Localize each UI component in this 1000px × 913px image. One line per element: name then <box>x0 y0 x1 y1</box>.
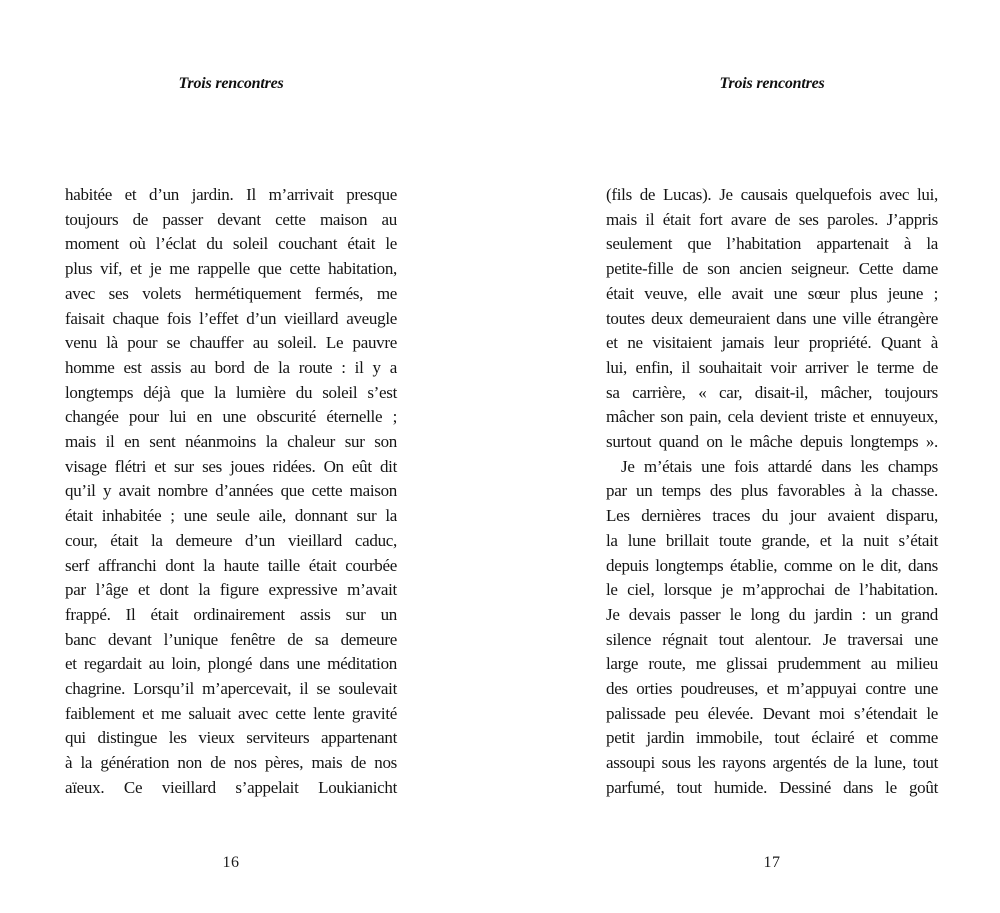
text-line: palissade peu élevée. Devant moi s’étendait le <box>606 703 938 723</box>
text-line: mais il en sent néanmoins la chaleur sur son <box>65 432 397 452</box>
text-line: banc devant l’unique fenêtre de sa demeure <box>65 629 397 649</box>
text-line: Je m’étais une fois attardé dans les champs <box>621 456 938 476</box>
text-line: large route, me glissai prudemment au milieu <box>606 654 938 674</box>
text-line: silence régnait tout alentour. Je traversai une <box>606 629 938 649</box>
text-line: des orties poudreuses, et m’appuyai contre une <box>606 679 938 699</box>
text-line: (fils de Lucas). Je causais quelquefois avec lui, <box>606 185 938 204</box>
page-left <box>65 0 397 913</box>
text-line: petit jardin immobile, tout éclairé et comme <box>606 728 938 748</box>
text-line: serf affranchi dont la haute taille était courbée <box>65 555 397 575</box>
page-body <box>65 183 397 801</box>
page-number: 17 <box>763 854 781 871</box>
text-line: Je devais passer le long du jardin : un grand <box>606 604 938 624</box>
text-line: venu là pour se chauffer au soleil. Le pauvre <box>65 333 397 353</box>
text-line: seulement que l’habitation appartenait à la <box>606 234 938 254</box>
text-line: depuis longtemps établie, comme on le dit, dans <box>606 555 938 575</box>
text-line: à la génération non de nos pères, mais de nos <box>65 753 397 773</box>
text-line: qu’il y avait nombre d’années que cette maison <box>65 481 397 501</box>
text-line: par un temps des plus favorables à la chasse. <box>606 481 938 501</box>
page-number: 16 <box>222 854 240 871</box>
text-line: chagrine. Lorsqu’il m’apercevait, il se soulevait <box>65 679 397 699</box>
text-line: cour, était la demeure d’un vieillard caduc, <box>65 530 397 550</box>
page-right <box>606 0 938 913</box>
text-line: longtemps déjà que la lumière du soleil s’est <box>65 382 397 402</box>
text-line: lui, enfin, il souhaitait voir arriver le terme de <box>606 357 938 377</box>
text-line: habitée et d’un jardin. Il m’arrivait presque <box>65 185 397 204</box>
text-line: sa carrière, « car, disait-il, mâcher, toujours <box>606 382 938 402</box>
text-line: assoupi sous les rayons argentés de la lune, tout <box>606 753 938 773</box>
text-line: qui distingue les vieux serviteurs appartenant <box>65 728 397 748</box>
text-line: faisait chaque fois l’effet d’un vieillard aveugle <box>65 308 397 328</box>
running-header: Trois rencontres <box>178 75 284 92</box>
text-line: Les dernières traces du jour avaient disparu, <box>606 506 938 526</box>
text-line: petite-fille de son ancien seigneur. Cette dame <box>606 259 938 279</box>
text-line: frappé. Il était ordinairement assis sur un <box>65 604 397 624</box>
text-line: toutes deux demeuraient dans une ville étrangère <box>606 308 938 328</box>
text-line: par l’âge et dont la figure expressive m’avait <box>65 580 397 600</box>
text-line: parfumé, tout humide. Dessiné dans le goût <box>606 777 938 797</box>
text-line: mâcher son pain, cela devient triste et ennuyeux, <box>606 407 938 427</box>
text-line: la lune brillait toute grande, et la nuit s’était <box>606 530 938 550</box>
text-line: et ne visitaient jamais leur propriété. Quant à <box>606 333 938 353</box>
text-line: aïeux. Ce vieillard s’appelait Loukianicht <box>65 777 397 797</box>
text-line: toujours de passer devant cette maison au <box>65 209 397 229</box>
text-line: le ciel, lorsque je m’approchai de l’habitation. <box>606 580 938 600</box>
text-line: plus vif, et je me rappelle que cette habitation, <box>65 259 397 279</box>
running-header: Trois rencontres <box>719 75 825 92</box>
text-line: était veuve, elle avait une sœur plus jeune ; <box>606 283 938 303</box>
text-line: et regardait au loin, plongé dans une méditation <box>65 654 397 674</box>
text-line: faiblement et me saluait avec cette lente gravité <box>65 703 397 723</box>
text-line: moment où l’éclat du soleil couchant était le <box>65 234 397 254</box>
text-line: avec ses volets hermétiquement fermés, me <box>65 283 397 303</box>
text-line: surtout quand on le mâche depuis longtemps ». <box>606 432 938 452</box>
text-line: était inhabitée ; une seule aile, donnant sur la <box>65 506 397 526</box>
text-line: visage flétri et sur ses joues ridées. On eût dit <box>65 456 397 476</box>
text-line: homme est assis au bord de la route : il y a <box>65 357 397 377</box>
text-line: mais il était fort avare de ses paroles. J’appris <box>606 209 938 229</box>
page-body <box>606 183 938 801</box>
text-line: changée pour lui en une obscurité éternelle ; <box>65 407 397 427</box>
